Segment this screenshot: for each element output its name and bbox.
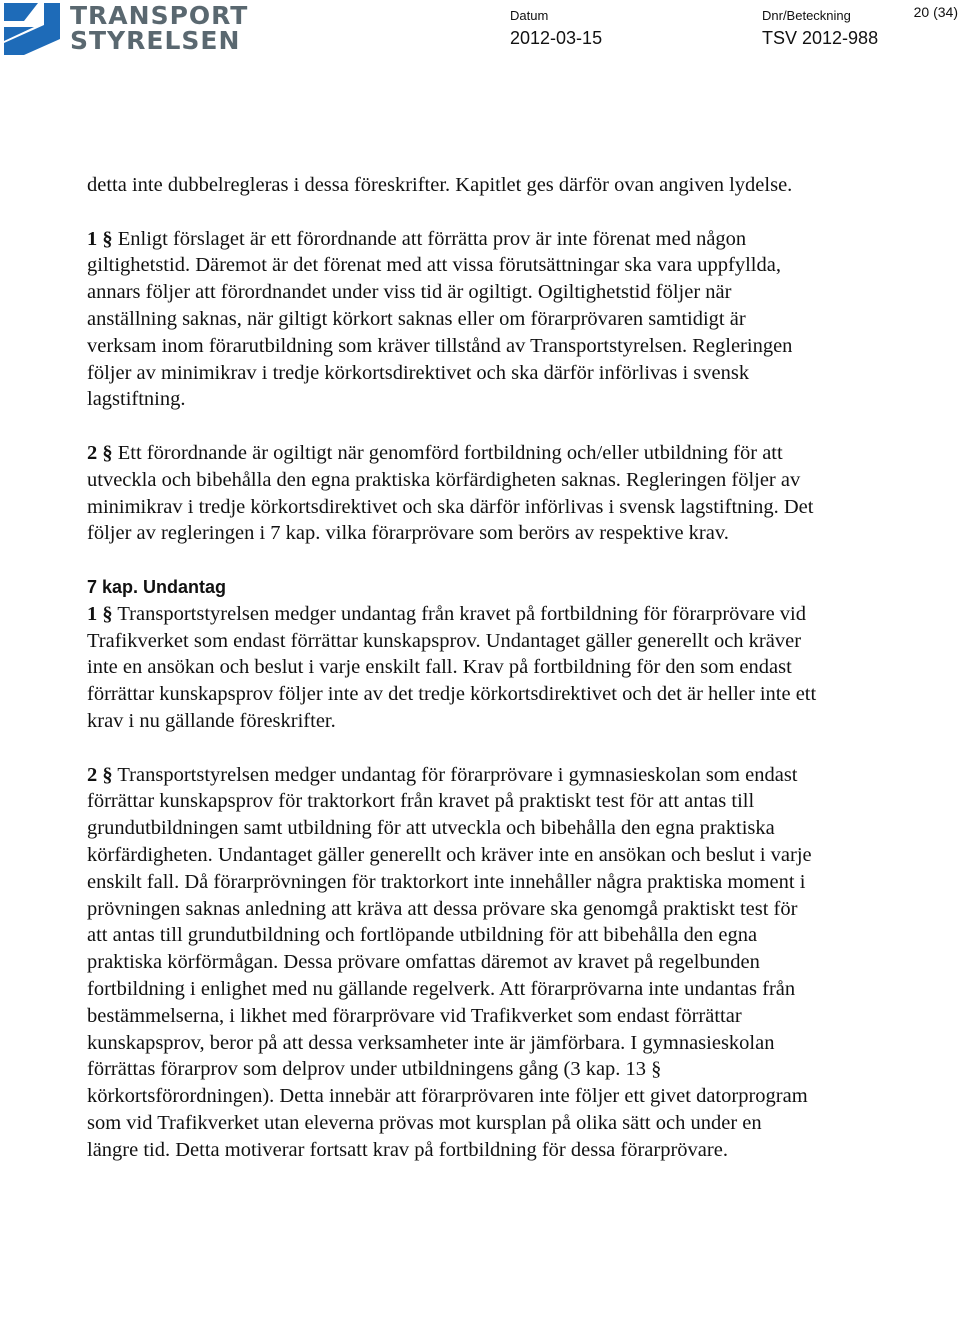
paragraph-section-1 xyxy=(87,226,817,414)
document-body xyxy=(87,172,817,1163)
date-label: Datum xyxy=(510,8,549,23)
paragraph-section-2 xyxy=(87,440,817,547)
reference-block xyxy=(762,8,878,50)
logo-wordmark xyxy=(70,3,248,53)
paragraph-text: Ett förordnande är ogiltigt när genomförd fortbildning och/eller utbildning för att utveckla och bibehålla den egna praktiska körfärdigheten saknas. Regleringen följer av minimikrav i tredje körkortsdirektivet och ska därför införlivas i svensk lagstiftning. Det följer av regleringen i 7 kap. vilka förarprövare som berörs av respektive krav. xyxy=(87,441,814,545)
reference-value: TSV 2012-988 xyxy=(762,28,879,48)
paragraph-intro xyxy=(87,172,817,199)
section-number: 1 § xyxy=(87,602,113,625)
logo-mark-icon xyxy=(4,3,60,55)
logo-line-2: STYRELSEN xyxy=(70,26,241,55)
section-number: 2 § xyxy=(87,441,113,464)
date-block xyxy=(510,8,602,50)
paragraph-chapter7-section-1 xyxy=(87,601,817,735)
page-header xyxy=(0,0,960,70)
section-number: 2 § xyxy=(87,763,113,786)
page-number: 20 (34) xyxy=(913,4,958,20)
logo-line-1: TRANSPORT xyxy=(70,1,249,30)
reference-label: Dnr/Beteckning xyxy=(762,8,851,23)
date-value: 2012-03-15 xyxy=(510,28,603,48)
paragraph-text: detta inte dubbelregleras i dessa föreskrifter. Kapitlet ges därför ovan angiven lydelse. xyxy=(87,174,793,196)
paragraph-text: Transportstyrelsen medger undantag för förarprövare i gymnasieskolan som endast förrättar kunskapsprov för traktorkort från kravet på praktiskt test för att antas till grundutbildningen samt utbildning för att utveckla och bibehålla den egna praktiska körfärdigheten. Undantaget gäller generellt och kräver inte en ansökan och beslut i varje enskilt fall. Då förarprövningen för traktorkort inte innehåller några praktiska moment i prövningen saknas anledning att kräva att dessa prövare ska genomgå praktiskt test för att antas till grundutbildning och fortlöpande utbildning för att bibehålla den egna praktiska körförmågan. Dessa prövare omfattas däremot av kravet på regelbunden fortbildning i enlighet med nu gällande regelverk. Att förarprövarna inte undantas från bestämmelserna, i likhet med förarprövare vid Trafikverket som endast förrättar kunskapsprov, beror på att dessa verksamheter inte är jämförbara. I gymnasieskolan förrättas förarprov som delprov under utbildningens gång (3 kap. 13 § körkortsförordningen). Detta innebär att förarprövaren inte följer ett givet datorprogram som vid Trafikverket utan eleverna prövas mot kursplan på olika sätt och under en längre tid. Detta motiverar fortsatt krav på fortbildning för dessa förarprövare. xyxy=(87,763,812,1161)
chapter-heading: 7 kap. Undantag xyxy=(87,576,227,597)
transportstyrelsen-logo xyxy=(4,1,249,55)
paragraph-text: Transportstyrelsen medger undantag från kravet på fortbildning för förarprövare vid Trafikverket som endast förrättar kunskapsprov. Undantaget gäller generellt och kräver inte en ansökan och beslut i varje enskilt fall. Krav på fortbildning för den som endast förrättar kunskapsprov följer inte av det tredje körkortsdirektivet och det är heller inte ett krav i nu gällande föreskrifter. xyxy=(87,602,817,732)
paragraph-text: Enligt förslaget är ett förordnande att förrätta prov är inte förenat med någon giltighetstid. Däremot är det förenat med att vissa förutsättningar ska vara uppfyllda, annars följer att förordnandet under viss tid är ogiltigt. Ogiltighetstid följer när anställning saknas, när giltigt körkort saknas eller om förarprövaren samtidigt är verksam inom förarutbildning som kräver tillstånd av Transportstyrelsen. Regleringen följer av minimikrav i tredje körkortsdirektivet och ska därför införlivas i svensk lagstiftning. xyxy=(87,227,793,411)
paragraph-chapter7-section-2 xyxy=(87,762,817,1164)
section-number: 1 § xyxy=(87,227,113,250)
